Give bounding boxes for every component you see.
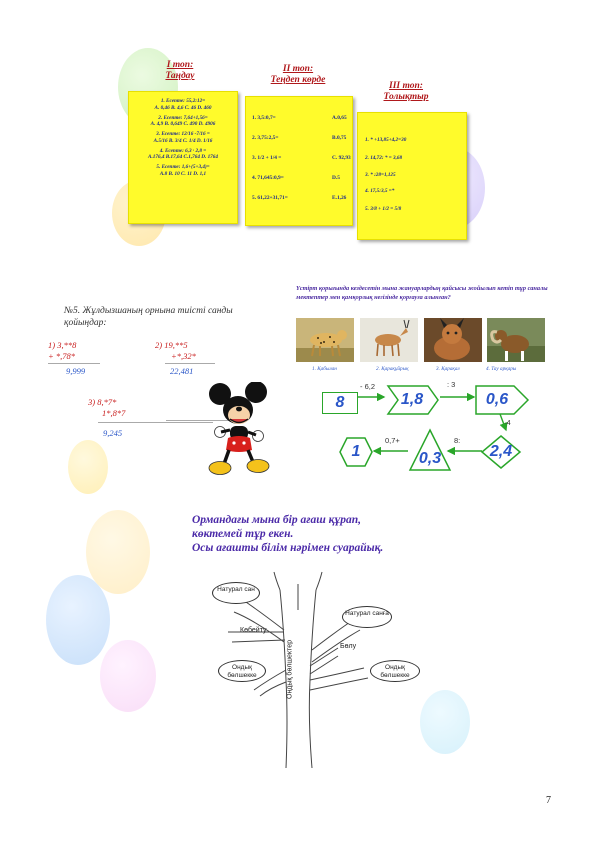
topic-3-line2: Толықтыр [383, 92, 429, 102]
example-3-bottom: 1*,8*7 [102, 408, 126, 418]
cheetah-photo [296, 318, 354, 362]
note1-question-2 [129, 115, 237, 128]
topic-3-line1: ІІІ топ: [389, 81, 423, 91]
complete-row-5: 5. 3/8 + 1/2 = 5/8 [365, 206, 402, 212]
chain-op-times-4: ·4 [504, 418, 511, 427]
balloon-decoration [86, 510, 150, 594]
tree-label-multiply: Көбейту [240, 627, 267, 634]
note1-question-3 [129, 131, 237, 144]
note1-question-5 [129, 164, 237, 177]
question-text: 2. Есепте: 7,64+1,56= [158, 114, 208, 121]
chain-value-1: 1 [351, 443, 361, 460]
complete-row-4: 4. 17,5:3,5 =* [365, 188, 395, 194]
tree-title-line-3: Осы ағашты білім нәрімен суарайық. [192, 542, 384, 554]
example-2-bottom: +*,32* [171, 351, 196, 361]
mountain-sheep-photo [487, 318, 545, 362]
match-left-1: 1. 3,5:0,7= [252, 115, 276, 121]
balloon-decoration [68, 440, 108, 494]
question-text: 4. Есепте: 6,3 · 2,8 = [159, 147, 207, 154]
caracal-photo [424, 318, 482, 362]
tree-oval-natural-number-left [212, 582, 260, 604]
answer-options: А. 4,9 В. 0,649 С. 490 D. 4906 [150, 121, 216, 128]
example-1-bottom: + *,78* [48, 351, 75, 361]
chain-value-0,3: 0,3 [418, 450, 442, 467]
question-text: 5. Есепте: 1,6+(5+3,4)= [156, 164, 210, 171]
sum-line [165, 363, 215, 364]
saiga-antelope-photo [360, 318, 418, 362]
chain-value-2,4: 2,4 [489, 443, 513, 460]
match-left-3: 3. 1/2 + 1/4 = [252, 155, 282, 161]
tree-trunk-label: Ондық бөлшектер [286, 640, 294, 699]
answer-options: А.5/16 В. 3/4 С. 1/4 D. 1/16 [153, 137, 213, 144]
topic-1-line1: І топ: [166, 60, 194, 70]
oval-label: Натурал санға [345, 610, 389, 617]
sum-line [48, 363, 100, 364]
balloon-decoration [46, 575, 110, 665]
note-choose [128, 91, 238, 224]
answer-options: А.8 В. 10 С. 11 D. 1,1 [159, 170, 207, 177]
animal-caption-4: 4. Тау арқары [486, 366, 517, 372]
tree-title-line-1: Ормандағы мына бір ағаш құрап, [192, 514, 362, 526]
chain-op-minus-6,2: - 6,2 [360, 382, 376, 391]
digits-example-1 [48, 340, 76, 362]
complete-row-3: 3. * :28=1,125 [365, 172, 396, 178]
mickey-mouse-illustration [206, 382, 274, 480]
match-left-2: 2. 3,75:2,5= [252, 135, 279, 141]
animal-caption-1: 1. Қабылан [312, 366, 337, 372]
tree-oval-natural-number-right [342, 606, 392, 628]
digits-example-3 [88, 397, 125, 419]
topic-1-line2: Таңдау [165, 71, 195, 81]
tree-oval-decimal-right [370, 660, 420, 682]
topic-2-line2: Теңдеп көрде [270, 75, 326, 85]
answer-options: А. 0,46 В. 4,6 С. 46 D. 460 [154, 104, 212, 111]
note-complete [357, 112, 467, 240]
chain-value-0,6: 0,6 [485, 391, 509, 408]
match-right-4: D.5 [332, 175, 340, 181]
oval-label: Натурал сан [217, 586, 255, 593]
topic-1-title [150, 60, 210, 82]
chain-box-8: 8 [322, 392, 358, 414]
question-text: 3. Есепте: 12/16 -7/16 = [156, 131, 210, 138]
topic-3-title [368, 81, 444, 103]
digits-task-title: №5. Жұлдызшаның орнына тиісті санды қойыңдар: [64, 306, 233, 328]
example-2-top: 2) 19,**5 [155, 340, 188, 350]
example-3-top: 3) 8,*7* [88, 397, 117, 407]
example-1-top: 1) 3,**8 [48, 340, 77, 350]
match-right-2: В.0,75 [332, 135, 347, 141]
complete-row-2: 2. 14,72: * = 3,68 [365, 155, 403, 161]
chain-value-1,8: 1,8 [400, 391, 424, 408]
note-match [245, 96, 353, 226]
note1-question-4 [129, 148, 237, 161]
answer-options: А.176,4 В.17,64 С.1,764 D. 1764 [148, 154, 218, 161]
animal-caption-3: 3. Қарақал [436, 366, 460, 372]
digits-example-3-result: 9,245 [103, 428, 123, 438]
chain-op-0,7-plus: 0,7+ [385, 436, 400, 445]
match-left-4: 4. 71,645:0,9= [252, 175, 284, 181]
tree-oval-decimal-left [218, 660, 266, 682]
oval-label: Ондық бөлшекке [380, 664, 410, 679]
animals-question: Үстірт қорығында кездесетін мына жануарлардың қайсысы жойылып кетіп тұр саналы мектептер мен қамқорлық негізінде қорғауға алынған? [296, 285, 548, 301]
page-number: 7 [546, 795, 551, 806]
complete-row-1: 1. * +13,85+4,2=30 [365, 137, 407, 143]
topic-2-title [258, 64, 338, 86]
sum-line [98, 422, 213, 423]
question-text: 1. Есепте: 55,2:12= [160, 98, 206, 104]
tree-title-line-2: көктемей тұр екен. [192, 528, 294, 540]
digits-example-2 [155, 340, 196, 362]
note1-question-1 [129, 98, 237, 111]
chain-op-8-div: 8: [454, 436, 461, 445]
match-right-1: А.0,65 [332, 115, 347, 121]
match-right-3: С. 92,93 [332, 155, 351, 161]
digits-example-1-result: 9,999 [66, 366, 86, 376]
balloon-decoration [100, 640, 156, 712]
tree-task-title [192, 513, 383, 555]
topic-2-line1: ІІ топ: [282, 64, 314, 74]
oval-label: Ондық бөлшекке [227, 664, 257, 679]
tree-label-divide: Бөлу [340, 643, 357, 650]
digits-example-2-result: 22,481 [170, 366, 194, 376]
animal-caption-2: 2. Қарақұйрық [376, 366, 409, 372]
chain-op-div-3: : 3 [447, 380, 456, 389]
match-left-5: 5. 61,22+31,71= [252, 195, 288, 201]
match-right-5: Е.1,26 [332, 195, 347, 201]
